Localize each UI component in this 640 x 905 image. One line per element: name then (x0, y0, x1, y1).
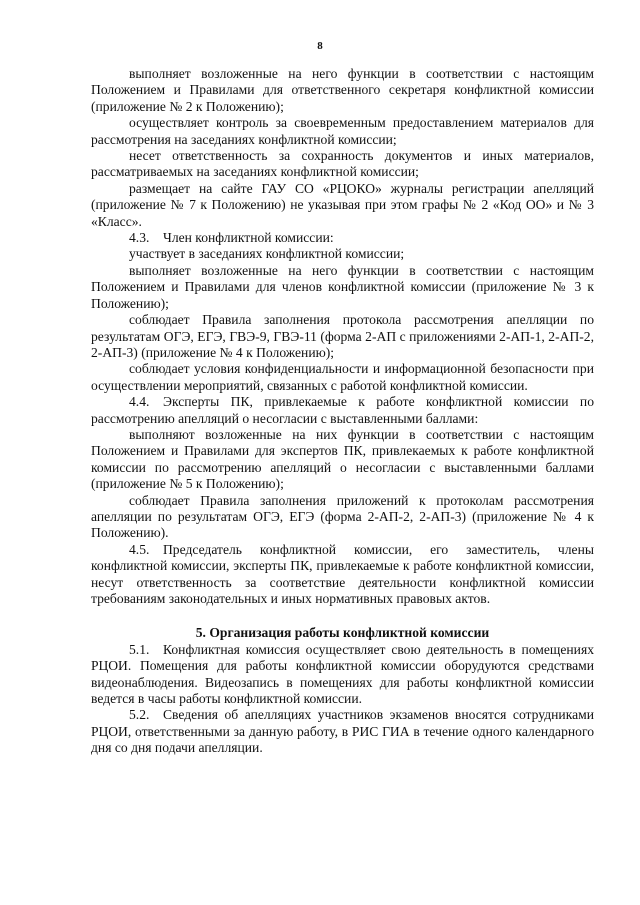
paragraph: участвует в заседаниях конфликтной комиссии; (129, 246, 405, 262)
page-number: 8 (317, 40, 323, 52)
clause-heading-4-3: 4.3. Член конфликтной комиссии: (129, 230, 334, 246)
document-body (91, 66, 594, 757)
paragraph: выполняют возложенные на них функции в соответствии с настоящим Положением и Правилами для экспертов ПК, привлекаемых к работе конфликтной комиссии по рассмотрению апелляций о несогласии с выставленными баллами (приложение № 5 к Положению); (91, 426, 594, 492)
paragraph: соблюдает условия конфиденциальности и информационной безопасности при осуществлении мероприятий, связанных с работой конфликтной комиссии. (91, 361, 594, 393)
section-heading: 5. Организация работы конфликтной комиссии (195, 625, 490, 641)
clause-5-1: 5.1. Конфликтная комиссия осуществляет свою деятельность в помещениях РЦОИ. Помещения для работы конфликтной комиссии оборудуются средствами видеонаблюдения. Видеозапись в помещениях для работы конфликтной комиссии ведется в часы работы конфликтной комиссии. (91, 641, 594, 707)
paragraph: размещает на сайте ГАУ СО «РЦОКО» журналы регистрации апелляций (приложение № 7 к Положению) не указывая при этом графы № 2 «Код ОО» и № 3 «Класс». (91, 180, 594, 229)
clause-5-2: 5.2. Сведения об апелляциях участников экзаменов вносятся сотрудниками РЦОИ, ответственными за данную работу, в РИС ГИА в течение одного календарного дня со дня подачи апелляции. (91, 707, 594, 756)
paragraph: соблюдает Правила заполнения приложений к протоколам рассмотрения апелляции по результатам ОГЭ, ЕГЭ (форма 2-АП-2, 2-АП-3) (приложение № 4 к Положению). (91, 492, 594, 541)
paragraph: соблюдает Правила заполнения протокола рассмотрения апелляции по результатам ОГЭ, ЕГЭ, ГВЭ-9, ГВЭ-11 (форма 2-АП с приложениями 2-АП-1, 2-АП-2, 2-АП-3) (приложение № 4 к Положению); (91, 312, 594, 360)
clause-4-5: 4.5. Председатель конфликтной комиссии, его заместитель, члены конфликтной комиссии, эксперты ПК, привлекаемые к работе конфликтной комиссии, несут ответственность за соответствие деятельности конфликтной комиссии требованиям законодательных и иных нормативных правовых актов. (91, 541, 594, 606)
clause-4-4: 4.4. Эксперты ПК, привлекаемые к работе конфликтной комиссии по рассмотрению апелляций о несогласии с выставленными баллами: (91, 394, 594, 426)
paragraph: выполняет возложенные на него функции в соответствии с настоящим Положением и Правилами для членов конфликтной комиссии (приложение № 3 к Положению); (91, 262, 594, 311)
paragraph: несет ответственность за сохранность документов и иных материалов, рассматриваемых на заседаниях конфликтной комиссии; (91, 148, 594, 180)
paragraph: выполняет возложенные на него функции в соответствии с настоящим Положением и Правилами для ответственного секретаря конфликтной комиссии (приложение № 2 к Положению); (91, 66, 594, 114)
paragraph: осуществляет контроль за своевременным предоставлением материалов для рассмотрения на заседаниях конфликтной комиссии; (91, 115, 594, 147)
